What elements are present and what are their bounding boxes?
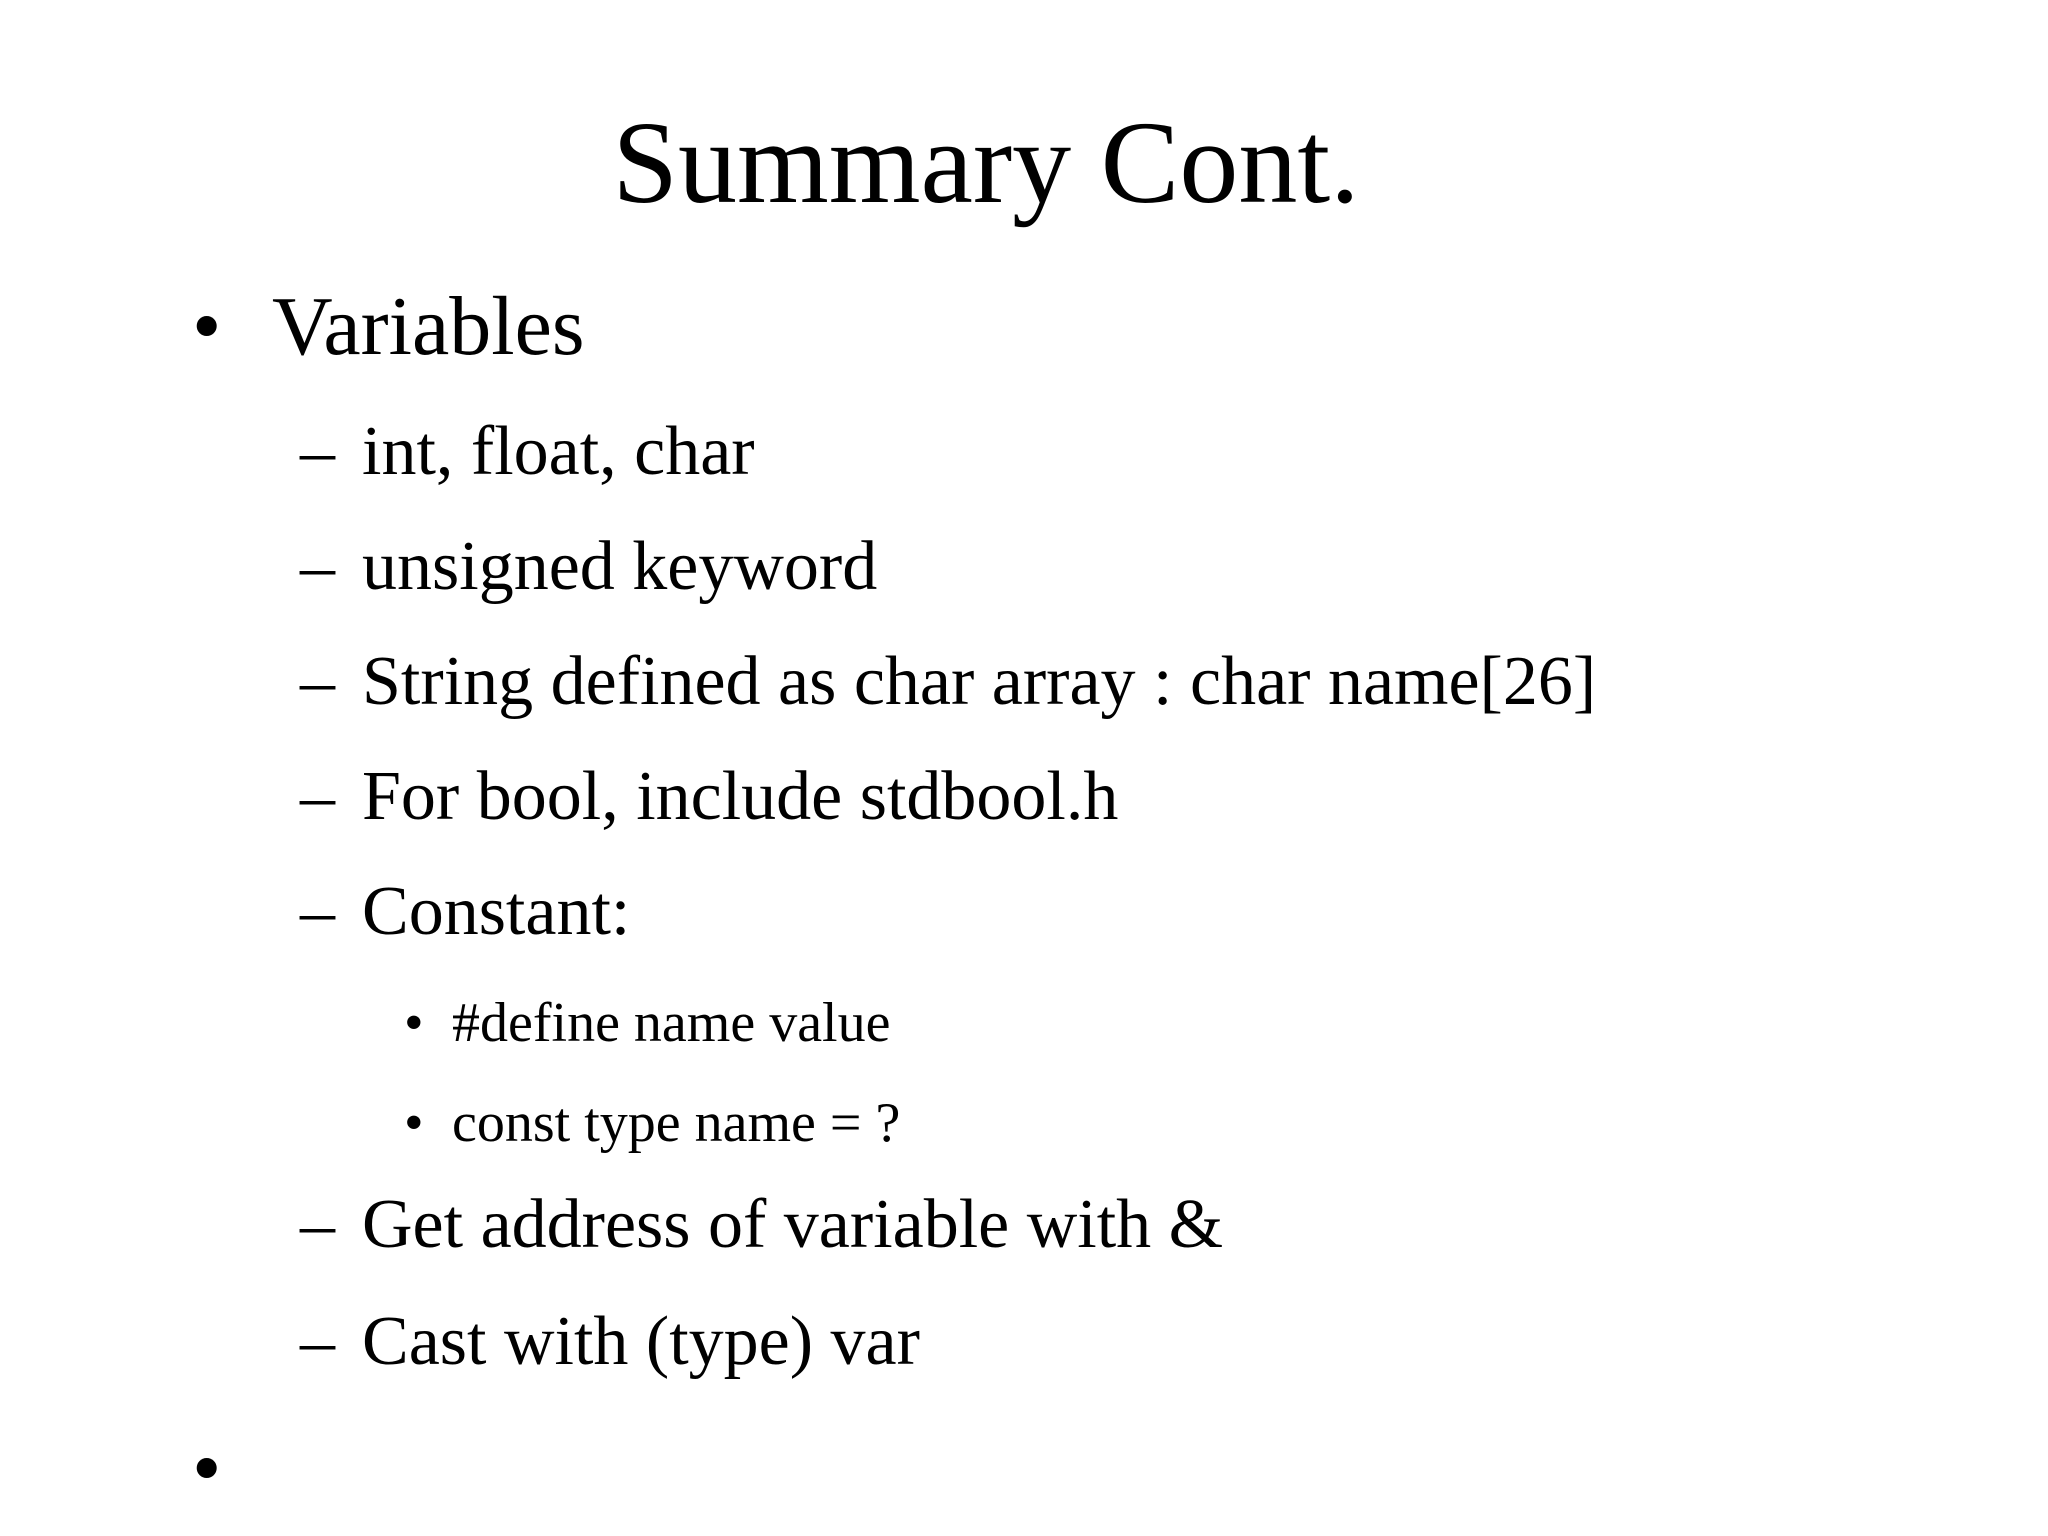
sub-item-text: Cast with (type) var: [362, 1303, 920, 1380]
bullet-icon: •: [192, 1422, 222, 1515]
sub-item-text: For bool, include stdbool.h: [362, 758, 1119, 835]
bullet-text: Variables: [272, 280, 585, 373]
dash-icon: –: [300, 528, 335, 605]
sub-item-text: unsigned keyword: [362, 528, 878, 605]
bullet-icon: •: [404, 1092, 424, 1154]
dash-icon: –: [300, 413, 335, 490]
bullet-item-variables: [0, 278, 2048, 376]
sub-sub-item-text: #define name value: [452, 992, 891, 1054]
dash-icon: –: [300, 873, 335, 950]
sub-item: [0, 756, 2048, 838]
sub-item: [0, 641, 2048, 723]
bullet-item-empty: [0, 1420, 2048, 1518]
sub-item-text: Get address of variable with &: [362, 1186, 1224, 1263]
dash-icon: –: [300, 643, 335, 720]
slide-title: Summary Cont.: [612, 97, 1360, 228]
sub-item: [0, 871, 2048, 953]
sub-item: [0, 1301, 2048, 1383]
bullet-icon: •: [192, 280, 222, 373]
dash-icon: –: [300, 1303, 335, 1380]
sub-item: [0, 1184, 2048, 1266]
sub-item-text: int, float, char: [362, 413, 755, 490]
dash-icon: –: [300, 1186, 335, 1263]
sub-sub-item: [0, 1090, 2048, 1156]
sub-item-text: String defined as char array : char name[26]: [362, 643, 1597, 720]
sub-item-text: Constant:: [362, 873, 631, 950]
sub-sub-item: [0, 990, 2048, 1056]
dash-icon: –: [300, 758, 335, 835]
bullet-icon: •: [404, 992, 424, 1054]
sub-item: [0, 526, 2048, 608]
sub-sub-item-text: const type name = ?: [452, 1092, 901, 1154]
sub-item: [0, 411, 2048, 493]
